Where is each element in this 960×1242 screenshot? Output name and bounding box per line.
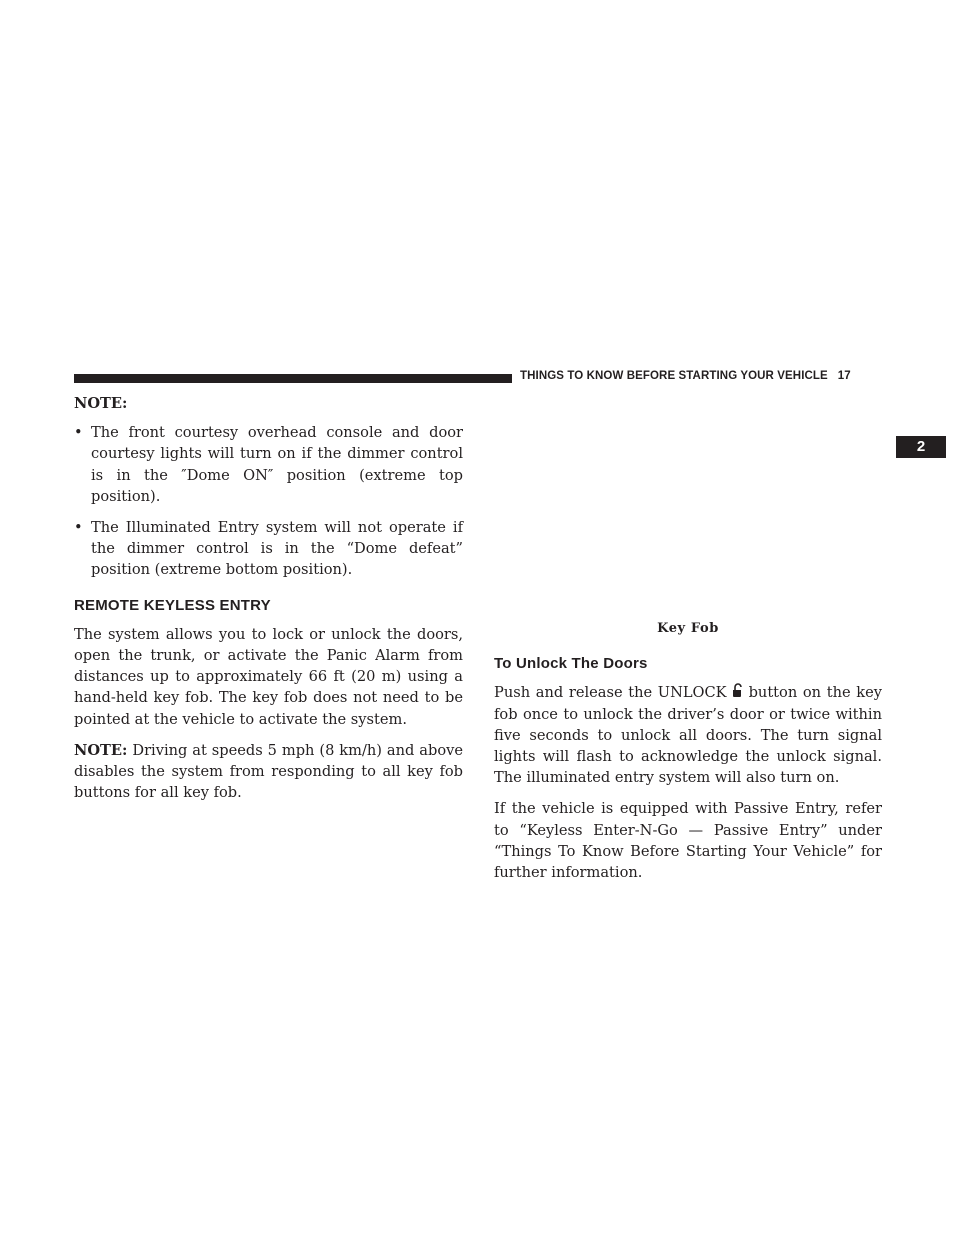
header-rule: [74, 374, 512, 383]
page-number: 17: [837, 370, 851, 382]
bullet-icon: •: [74, 424, 83, 442]
note-bullet-item: [74, 517, 463, 581]
note-paragraph: [74, 740, 463, 804]
left-column: [74, 393, 463, 813]
note-label: NOTE:: [74, 395, 128, 412]
bullet-text: The front courtesy overhead console and door courtesy lights will turn on if the dimmer control is in the ″Dome ON″ position (extreme top position).: [91, 424, 463, 505]
running-header: [520, 370, 851, 382]
note-bullet-item: [74, 422, 463, 507]
section-heading: REMOTE KEYLESS ENTRY: [74, 596, 271, 614]
bullet-icon: •: [74, 519, 83, 537]
note-bullet-list: [74, 422, 463, 580]
right-column: [494, 590, 882, 893]
chapter-tab: 2: [896, 436, 946, 458]
unlock-text-before: Push and release the UNLOCK: [494, 684, 727, 702]
unlock-icon: [730, 682, 746, 698]
unlock-text-after: button on the key fob once to unlock the driver’s door or twice within five seconds to unlock all doors. The turn signal lights will flash to acknowledge the unlock signal. The illuminated entry system will also turn on.: [494, 684, 882, 787]
figure-caption: Key Fob: [657, 621, 719, 636]
subsection-heading: To Unlock The Doors: [494, 655, 648, 673]
note-text: Driving at speeds 5 mph (8 km/h) and above disables the system from responding to all key fob buttons for all key fob.: [74, 741, 464, 802]
bullet-text: The Illuminated Entry system will not operate if the dimmer control is in the “Dome defeat” position (extreme bottom position).: [91, 519, 463, 579]
inline-note-label: NOTE:: [74, 741, 128, 759]
body-paragraph: The system allows you to lock or unlock the doors, open the trunk, or activate the Panic Alarm from distances up to approximately 66 ft (20 m) using a hand-held key fob. The key fob does not need to be pointed at the vehicle to activate the system.: [74, 625, 463, 728]
unlock-paragraph: [494, 682, 882, 788]
passive-entry-paragraph: If the vehicle is equipped with Passive Entry, refer to “Keyless Enter-N-Go — Passive Entry” under “Things To Know Before Starting Your Vehicle” for further information.: [494, 800, 882, 882]
header-title: THINGS TO KNOW BEFORE STARTING YOUR VEHICLE: [520, 370, 828, 382]
